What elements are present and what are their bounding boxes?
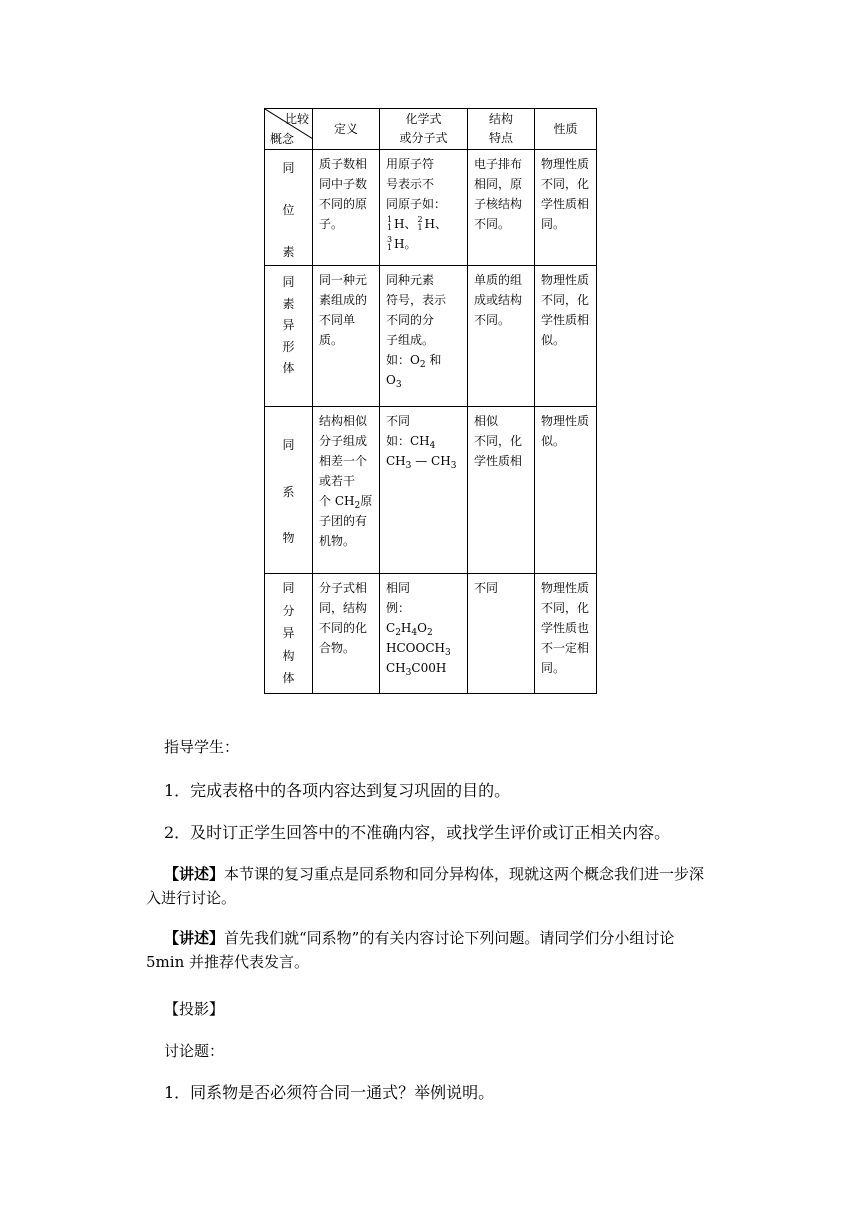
element-symbol: H [394, 217, 405, 231]
mass-number: 2 [417, 215, 423, 224]
concept-char: 同 [282, 581, 295, 595]
definition-line: 分子组成 [319, 434, 368, 448]
isotope-symbols-line2 [386, 234, 464, 254]
header-formula [380, 109, 468, 150]
header-property [535, 109, 597, 150]
formula-line: 同种元素 [386, 273, 435, 287]
structure-cell [468, 150, 535, 266]
property-text: 物理性质 不同，化 学性质相 同。 [541, 157, 590, 231]
formula-line: 符号，表示 [386, 293, 447, 307]
header-definition [313, 109, 380, 150]
separator: 、 [404, 217, 417, 231]
group-ch: CH [431, 454, 451, 468]
definition-text: 质子数相 同中子数 不同的原 子。 [319, 157, 368, 231]
concept-char: 体 [282, 361, 295, 375]
formula-hcooch3 [386, 638, 464, 658]
table-header-row [265, 109, 597, 150]
lecture-text: 首先我们就“同系物”的有关内容讨论下列问题。请同学们分小组讨论 5min 并推荐代表发言。 [146, 929, 675, 971]
definition-cell [313, 266, 380, 407]
property-cell [535, 266, 597, 407]
definition-cell [313, 574, 380, 694]
mass-number: 3 [387, 235, 393, 244]
concept-char: 体 [282, 671, 295, 685]
concept-homolog [265, 407, 313, 574]
subscript: 3 [405, 668, 412, 678]
formula-line: 不同的分 [386, 313, 435, 327]
discussion-label: 讨论题： [164, 1042, 225, 1060]
element-symbol: H [400, 621, 412, 635]
element-symbol: O [386, 373, 396, 387]
structure-text: 单质的组 成或结构 不同。 [474, 273, 523, 327]
subscript: 3 [395, 380, 402, 390]
formula-line: 子组成。 [386, 333, 435, 347]
projection-label: 【投影】 [164, 1000, 225, 1018]
formula-text: HCOOCH [386, 641, 445, 655]
bond-dash: — [415, 454, 428, 468]
isotope-prefix [386, 236, 394, 252]
formula-line: 号表示不 [386, 177, 435, 191]
definition-text: 同一种元 素组成的 不同单 质。 [319, 273, 368, 347]
structure-text: 电子排布 相同，原 子核结构 不同。 [474, 157, 523, 231]
element-symbol: H [394, 237, 405, 251]
concept-char: 同 [282, 438, 295, 452]
subscript: 3 [444, 648, 451, 658]
subscript: 2 [354, 501, 361, 511]
concept-char: 形 [282, 339, 295, 354]
concept-isotope [265, 150, 313, 266]
lecture-tag: 【讲述】 [164, 929, 225, 947]
definition-line: 结构相似 [319, 414, 368, 428]
example-prefix: 如： [386, 353, 411, 367]
table-row-homolog [265, 407, 597, 574]
lecture-paragraph-1 [146, 862, 716, 910]
formula-cell [380, 266, 468, 407]
header-definition-label: 定义 [333, 121, 358, 136]
header-structure-line2: 特点 [488, 131, 513, 145]
formula-prefix: 如：CH [386, 434, 430, 448]
formula-text: CH [386, 661, 406, 675]
header-structure [468, 109, 535, 150]
subscript: 4 [411, 628, 418, 638]
guide-item-2: 2．及时订正学生回答中的不准确内容，或找学生评价或订正相关内容。 [164, 823, 671, 842]
definition-cell [313, 407, 380, 574]
definition-line-ch2 [319, 491, 376, 511]
structure-cell [468, 574, 535, 694]
formula-cell [380, 407, 468, 574]
atomic-number: 1 [417, 223, 423, 232]
definition-line: 子团的有 [319, 514, 368, 528]
formula-text: C00H [411, 661, 447, 675]
separator: 、 [434, 217, 447, 231]
concept-char: 素 [282, 245, 295, 259]
definition-line: 相差一个 [319, 454, 368, 468]
concept-char: 异 [282, 626, 295, 640]
formula-line: 不同 [386, 414, 411, 428]
property-text: 物理性质 似。 [541, 414, 590, 448]
concept-char: 位 [282, 203, 295, 217]
isotope-prefix [386, 216, 394, 232]
group-ch: CH [386, 454, 406, 468]
conjunction: 和 [429, 353, 442, 367]
subscript: 2 [419, 360, 426, 370]
definition-cell [313, 150, 380, 266]
header-property-label: 性质 [553, 121, 578, 136]
element-symbol: C [386, 621, 396, 635]
concept-char: 素 [282, 296, 295, 311]
guide-item-1: 1．完成表格中的各项内容达到复习巩固的目的。 [164, 781, 511, 800]
property-text: 物理性质 不同，化 学性质相 似。 [541, 273, 590, 347]
formula-c2h4o2 [386, 618, 464, 638]
concept-char: 异 [282, 318, 295, 332]
concept-char: 分 [282, 603, 295, 618]
property-text: 物理性质 不同，化 学性质也 不一定相 同。 [541, 581, 590, 675]
table-row-allotrope [265, 266, 597, 407]
definition-text: 分子式相 同，结构 不同的化 合物。 [319, 581, 368, 655]
structure-cell [468, 266, 535, 407]
element-symbol: O [417, 621, 427, 635]
ozone-o3 [386, 370, 464, 390]
mass-number: 1 [387, 215, 393, 224]
subscript: 2 [426, 628, 433, 638]
header-formula-line1: 化学式 [405, 112, 442, 126]
structure-text: 相似 不同，化 学性质相 [474, 414, 523, 468]
element-symbol: H [424, 217, 435, 231]
concept-char: 构 [282, 648, 295, 663]
subscript: 2 [395, 628, 401, 638]
property-cell [535, 407, 597, 574]
subscript: 4 [429, 441, 436, 451]
formula-line: 例： [386, 601, 411, 615]
element-symbol: O [410, 353, 420, 367]
concept-char: 同 [282, 161, 295, 175]
definition-line: 机物。 [319, 534, 356, 548]
concept-isomer [265, 574, 313, 694]
concept-char: 物 [282, 531, 295, 545]
table-row-isomer [265, 574, 597, 694]
discussion-question-1: 1．同系物是否必须符合同一通式？举例说明。 [164, 1083, 495, 1102]
concept-allotrope [265, 266, 313, 407]
concept-char: 同 [282, 275, 295, 289]
ch2-prefix: 个 CH [319, 494, 355, 508]
formula-example [386, 350, 464, 370]
table-row-isotope [265, 150, 597, 266]
structure-text: 不同 [474, 581, 499, 595]
formula-cell [380, 574, 468, 694]
lecture-paragraph-2 [146, 926, 716, 974]
lecture-text: 本节课的复习重点是同系物和同分异构体，现就这两个概念我们进一步深入进行讨论。 [146, 865, 705, 907]
isotope-prefix [416, 216, 424, 232]
isotope-symbols [386, 214, 464, 234]
formula-line: 同原子如： [386, 197, 447, 211]
definition-line: 或若干 [319, 474, 356, 488]
formula-ch3c00h [386, 658, 464, 678]
property-cell [535, 150, 597, 266]
atomic-number: 1 [387, 243, 393, 252]
lecture-tag: 【讲述】 [164, 865, 225, 883]
formula-line: 用原子符 [386, 157, 435, 171]
header-structure-line1: 结构 [488, 112, 513, 126]
subscript: 3 [405, 461, 412, 471]
header-concept: 概念 [270, 132, 295, 146]
concept-char: 系 [282, 484, 295, 499]
guide-heading: 指导学生： [164, 738, 240, 756]
atomic-number: 1 [387, 223, 393, 232]
formula-line: 相同 [386, 581, 411, 595]
subscript: 3 [450, 461, 457, 471]
comparison-table [264, 108, 597, 694]
header-diagonal-cell [265, 109, 313, 150]
structure-cell [468, 407, 535, 574]
header-compare: 比较 [284, 112, 309, 126]
property-cell [535, 574, 597, 694]
formula-ethane [386, 451, 464, 471]
formula-ch4 [386, 431, 464, 451]
period: 。 [404, 237, 417, 251]
header-formula-line2: 或分子式 [399, 131, 448, 145]
ch2-suffix: 原 [360, 494, 373, 508]
formula-cell [380, 150, 468, 266]
oxygen-o2 [410, 353, 426, 370]
